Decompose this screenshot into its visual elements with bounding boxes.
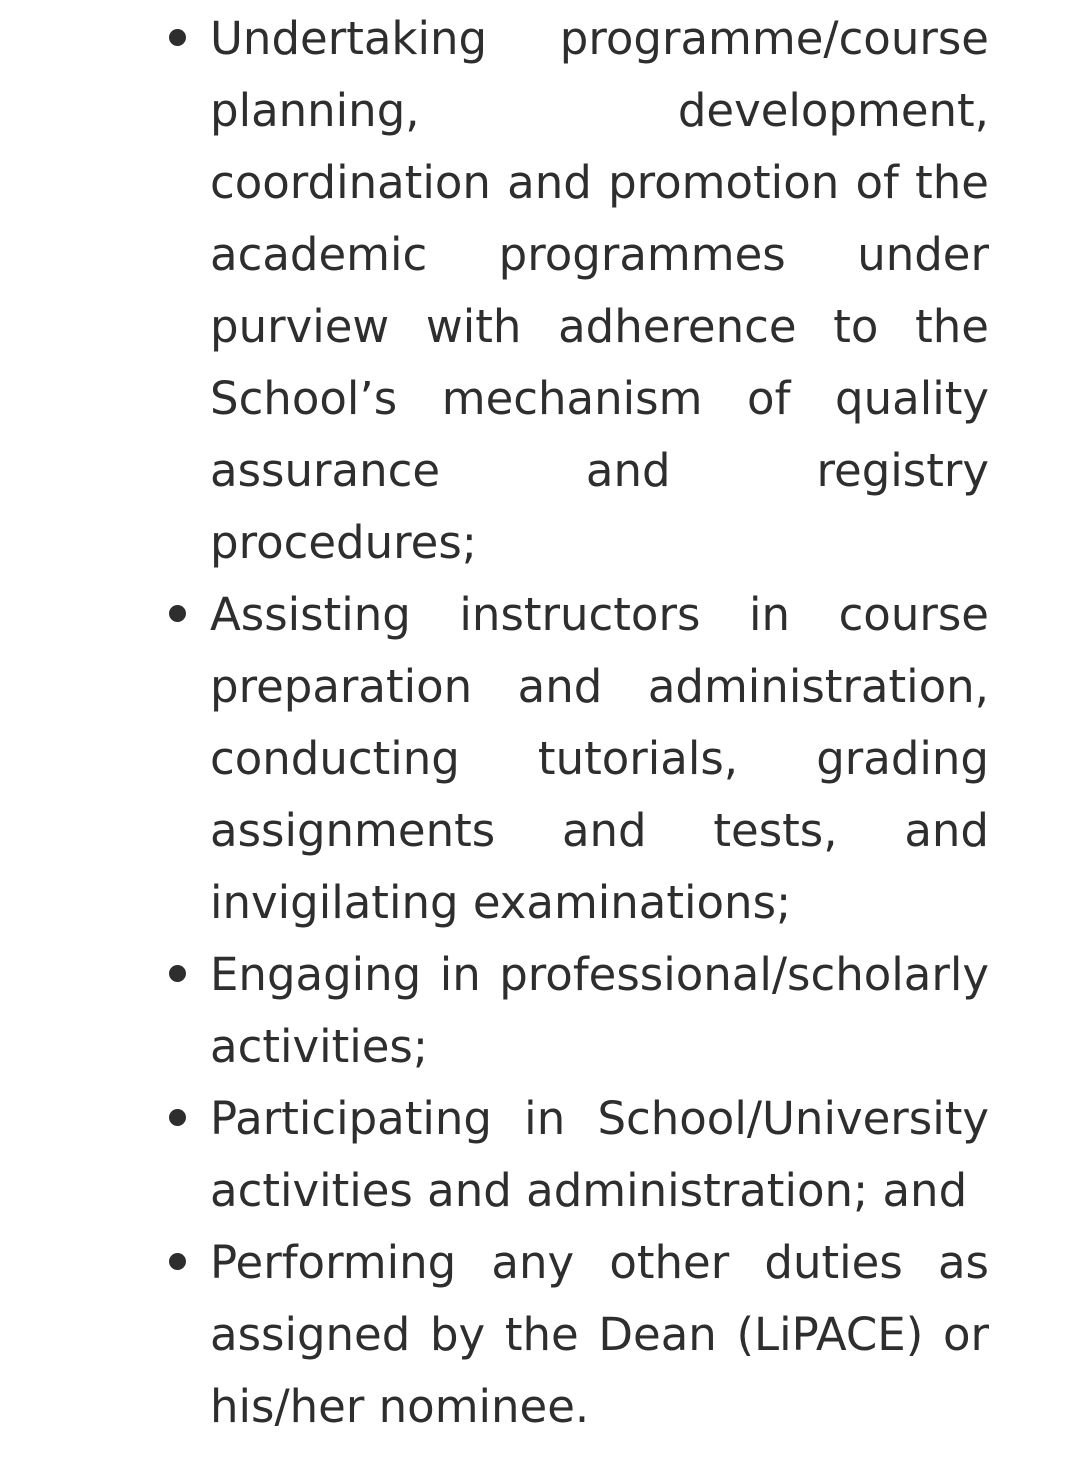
list-item-text: Performing any other duties as assigned by the Dean (LiPACE) or his/her nominee. bbox=[210, 1236, 989, 1433]
list-item bbox=[210, 579, 989, 939]
list-item bbox=[210, 1227, 989, 1443]
list-item-text: Assisting instructors in course preparation and administration, conducting tutorials, grading assignments and tests, and invigilating examinations; bbox=[210, 588, 989, 929]
list-item bbox=[210, 939, 989, 1083]
list-item-text: Participating in School/University activities and administration; and bbox=[210, 1092, 989, 1217]
bullet-icon bbox=[169, 1109, 186, 1126]
list-item-text: Engaging in professional/scholarly activities; bbox=[210, 948, 989, 1073]
bullet-icon bbox=[169, 605, 186, 622]
list-item-text: Undertaking programme/course planning, development, coordination and promotion of the academic programmes under purview with adherence to the School’s mechanism of quality assurance and registry procedures; bbox=[210, 12, 989, 569]
bullet-icon bbox=[169, 29, 186, 46]
duties-list bbox=[0, 3, 1080, 1443]
bullet-icon bbox=[169, 1253, 186, 1270]
list-item bbox=[210, 3, 989, 579]
bullet-icon bbox=[169, 965, 186, 982]
list-item bbox=[210, 1083, 989, 1227]
